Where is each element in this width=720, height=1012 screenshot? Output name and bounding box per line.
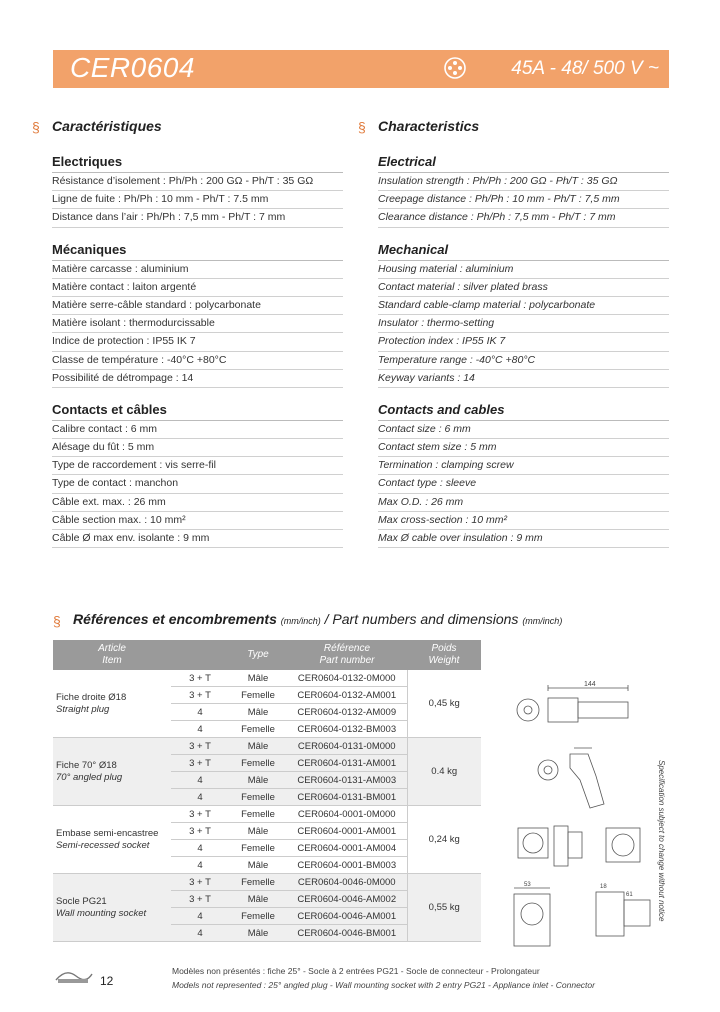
section-marker-icon: § (53, 613, 61, 629)
references-title: Références et encombrements (mm/inch) / Part numbers and dimensions (mm/inch) (73, 611, 563, 627)
spec-row: Insulation strength : Ph/Ph : 200 GΩ - Ph/T : 35 GΩ (378, 173, 669, 191)
spec-row: Résistance d’isolement : Ph/Ph : 200 GΩ - Ph/T : 35 GΩ (52, 173, 343, 191)
weight-cell: 0,45 kg (407, 670, 481, 738)
spec-row: Housing material : aluminium (378, 261, 669, 279)
dim-socket-b: 18 (600, 884, 607, 890)
group-heading: Mécaniques (52, 242, 343, 261)
spec-row: Contact type : sleeve (378, 475, 669, 493)
spec-row: Alésage du fût : 5 mm (52, 439, 343, 457)
table-row (53, 670, 481, 687)
ref-cell: CER0604-0046-0M000 (287, 874, 407, 891)
poles-cell: 3 + T (171, 823, 229, 840)
poles-cell: 4 (171, 857, 229, 874)
ref-cell: CER0604-0131-AM003 (287, 772, 407, 789)
spec-row: Matière carcasse : aluminium (52, 261, 343, 279)
footnote-en: Models not represented : 25° angled plug - Wall mounting socket with 2 entry PG21 - Appliance inlet - Connector (172, 980, 595, 990)
ref-cell: CER0604-0132-BM003 (287, 721, 407, 738)
spec-row: Type de contact : manchon (52, 475, 343, 493)
ref-cell: CER0604-0046-AM002 (287, 891, 407, 908)
col-reference: Référence Part number (287, 640, 407, 670)
spec-row: Matière isolant : thermodurcissable (52, 315, 343, 333)
spec-row: Keyway variants : 14 (378, 370, 669, 388)
spec-row: Contact size : 6 mm (378, 421, 669, 439)
spec-row: Termination : clamping screw (378, 457, 669, 475)
poles-cell: 3 + T (171, 891, 229, 908)
type-cell: Femelle (229, 806, 287, 823)
poles-cell: 3 + T (171, 874, 229, 891)
article-cell: Socle PG21 Wall mounting socket (53, 874, 171, 942)
type-cell: Femelle (229, 687, 287, 704)
page-number: 12 (100, 974, 114, 988)
group-heading: Electriques (52, 154, 343, 173)
type-cell: Mâle (229, 857, 287, 874)
spec-row: Max cross-section : 10 mm² (378, 512, 669, 530)
spec-row: Clearance distance : Ph/Ph : 7,5 mm - Ph/T : 7 mm (378, 209, 669, 227)
poles-cell: 4 (171, 772, 229, 789)
type-cell: Mâle (229, 772, 287, 789)
weight-cell: 0,55 kg (407, 874, 481, 942)
references-table (53, 640, 481, 942)
spec-row: Câble Ø max env. isolante : 9 mm (52, 530, 343, 548)
spec-row: Indice de protection : IP55 IK 7 (52, 333, 343, 351)
col-weight: Poids Weight (407, 640, 481, 670)
spec-row: Calibre contact : 6 mm (52, 421, 343, 439)
socket-pins-icon (444, 57, 466, 79)
semi-recessed-socket-drawing (518, 826, 640, 866)
spec-row: Standard cable-clamp material : polycarbonate (378, 297, 669, 315)
rating-text: 45A - 48/ 500 V ~ (511, 58, 659, 79)
poles-cell: 4 (171, 840, 229, 857)
poles-cell: 3 + T (171, 755, 229, 772)
spec-row: Protection index : IP55 IK 7 (378, 333, 669, 351)
col-type: Type (229, 640, 287, 670)
spec-row: Câble section max. : 10 mm² (52, 512, 343, 530)
type-cell: Femelle (229, 755, 287, 772)
characteristics-en (358, 118, 669, 562)
section-marker-icon: § (32, 119, 40, 135)
ref-cell: CER0604-0132-AM001 (287, 687, 407, 704)
article-cell: Fiche droite Ø18 Straight plug (53, 670, 171, 738)
col-article: Article Item (53, 640, 171, 670)
type-cell: Mâle (229, 670, 287, 687)
spec-row: Creepage distance : Ph/Ph : 10 mm - Ph/T : 7,5 mm (378, 191, 669, 209)
spec-row: Max Ø cable over insulation : 9 mm (378, 530, 669, 548)
angled-plug-drawing (538, 748, 604, 808)
spec-row: Câble ext. max. : 26 mm (52, 494, 343, 512)
article-cell: Fiche 70° Ø18 70° angled plug (53, 738, 171, 806)
group-heading: Electrical (378, 154, 669, 173)
poles-cell: 3 + T (171, 806, 229, 823)
mechanical-group-en (378, 242, 669, 388)
ref-cell: CER0604-0131-0M000 (287, 738, 407, 755)
spec-row: Matière contact : laiton argenté (52, 279, 343, 297)
dimension-drawings (484, 668, 662, 952)
poles-cell: 3 + T (171, 687, 229, 704)
dim-socket-a: 53 (524, 882, 531, 888)
spec-row: Temperature range : -40°C +80°C (378, 352, 669, 370)
characteristics-fr (32, 118, 343, 562)
table-row (53, 874, 481, 891)
type-cell: Mâle (229, 891, 287, 908)
brand-logo-icon (54, 966, 94, 986)
spec-row: Max O.D. : 26 mm (378, 494, 669, 512)
straight-plug-drawing (517, 685, 628, 722)
poles-cell: 4 (171, 908, 229, 925)
footnote-fr: Modèles non présentés : fiche 25° - Socle à 2 entrées PG21 - Socle de connecteur - Prolongateur (172, 966, 540, 976)
contacts-group-fr (52, 402, 343, 548)
poles-cell: 4 (171, 925, 229, 942)
table-row (53, 738, 481, 755)
type-cell: Femelle (229, 908, 287, 925)
section-title-fr: § Caractéristiques (32, 118, 162, 135)
header-banner (53, 50, 669, 88)
group-heading: Contacts and cables (378, 402, 669, 421)
poles-cell: 4 (171, 721, 229, 738)
ref-cell: CER0604-0132-AM009 (287, 704, 407, 721)
ref-cell: CER0604-0131-BM001 (287, 789, 407, 806)
type-cell: Femelle (229, 789, 287, 806)
spec-row: Possibilité de détrompage : 14 (52, 370, 343, 388)
table-row (53, 806, 481, 823)
model-title: CER0604 (70, 52, 195, 83)
spec-row: Matière serre-câble standard : polycarbonate (52, 297, 343, 315)
poles-cell: 4 (171, 789, 229, 806)
electrical-group-en (378, 154, 669, 228)
ref-cell: CER0604-0132-0M000 (287, 670, 407, 687)
spec-row: Classe de température : -40°C +80°C (52, 352, 343, 370)
type-cell: Mâle (229, 925, 287, 942)
poles-cell: 4 (171, 704, 229, 721)
ref-cell: CER0604-0001-BM003 (287, 857, 407, 874)
ref-cell: CER0604-0046-AM001 (287, 908, 407, 925)
contacts-group-en (378, 402, 669, 548)
group-heading: Contacts et câbles (52, 402, 343, 421)
weight-cell: 0.4 kg (407, 738, 481, 806)
ref-cell: CER0604-0001-AM001 (287, 823, 407, 840)
type-cell: Femelle (229, 721, 287, 738)
type-cell: Mâle (229, 704, 287, 721)
type-cell: Mâle (229, 823, 287, 840)
poles-cell: 3 + T (171, 738, 229, 755)
article-cell: Embase semi-encastree Semi-recessed socket (53, 806, 171, 874)
mechanical-group-fr (52, 242, 343, 388)
ref-cell: CER0604-0046-BM001 (287, 925, 407, 942)
section-marker-icon: § (358, 119, 366, 135)
spec-row: Contact stem size : 5 mm (378, 439, 669, 457)
references-body (53, 670, 481, 942)
type-cell: Mâle (229, 738, 287, 755)
ref-cell: CER0604-0131-AM001 (287, 755, 407, 772)
dim-socket-c: 61 (626, 892, 633, 898)
weight-cell: 0,24 kg (407, 806, 481, 874)
poles-cell: 3 + T (171, 670, 229, 687)
type-cell: Femelle (229, 874, 287, 891)
ref-cell: CER0604-0001-0M000 (287, 806, 407, 823)
spec-row: Insulator : thermo-setting (378, 315, 669, 333)
group-heading: Mechanical (378, 242, 669, 261)
side-note: Specification subject to change without notice (657, 760, 666, 922)
electrical-group-fr (52, 154, 343, 228)
ref-cell: CER0604-0001-AM004 (287, 840, 407, 857)
spec-row: Distance dans l’air : Ph/Ph : 7,5 mm - Ph/T : 7 mm (52, 209, 343, 227)
dim-plug-length: 144 (584, 681, 596, 688)
spec-row: Ligne de fuite : Ph/Ph : 10 mm - Ph/T : 7.5 mm (52, 191, 343, 209)
type-cell: Femelle (229, 840, 287, 857)
col-poles (171, 640, 229, 670)
section-title-en: § Characteristics (358, 118, 480, 135)
spec-row: Contact material : silver plated brass (378, 279, 669, 297)
spec-row: Type de raccordement : vis serre-fil (52, 457, 343, 475)
